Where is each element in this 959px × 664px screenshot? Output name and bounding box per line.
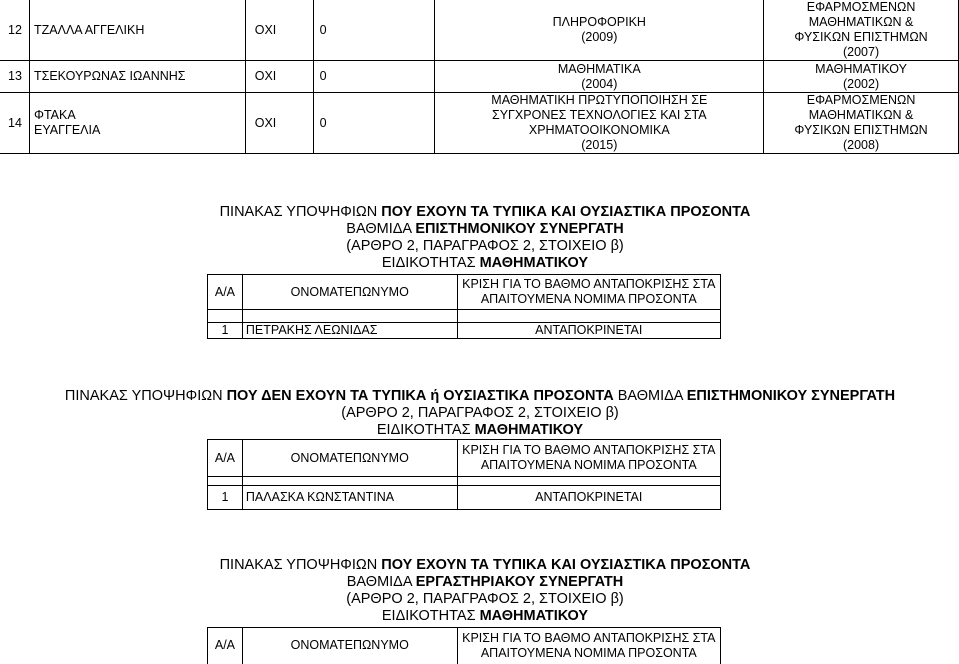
row-number: 1: [208, 323, 243, 339]
result-cell: ΑΝΤΑΠΟΚΡΙΝΕΤΑΙ: [457, 323, 720, 339]
section-heading: ΠΙΝΑΚΑΣ ΥΠΟΨΗΦΙΩΝ ΠΟΥ ΕΧΟΥΝ ΤΑ ΤΥΠΙΚΑ ΚΑΙ ΟΥΣΙΑΣΤΙΚΑ ΠΡΟΣΟΝΤΑ ΒΑΘΜΙΔΑ ΕΠΙΣΤΗΜΟΝΙΚΟΥ ΣΥΝΕΡΓΑΤΗ (ΑΡΘΡΟ 2, ΠΑΡΑΓΡΑΦΟΣ 2, ΣΤΟΙΧΕΙΟ β) ΕΙΔΙΚΟΤΗΤΑΣ ΜΑΘΗΜΑΤΙΚΟΥ: [219, 204, 751, 271]
candidate-name: ΤΣΕΚΟΥΡΩΝΑΣ ΙΩΑΝΝΗΣ: [29, 61, 245, 93]
spacer-cell: [457, 477, 720, 486]
qualified-candidates-table: [207, 274, 721, 339]
row-number: 12: [0, 0, 29, 61]
count-cell: 0: [313, 0, 435, 61]
answer-cell: ΟΧΙ: [245, 0, 313, 61]
first-degree: ΜΑΘΗΜΑΤΙΚΗ ΠΡΩΤΥΠΟΠΟΙΗΣΗ ΣΕ ΣΥΓΧΡΟΝΕΣ ΤΕΧΝΟΛΟΓΙΕΣ ΚΑΙ ΣΤΑ ΧΡΗΜΑΤΟΟΙΚΟΝΟΜΙΚΑ (2015): [435, 93, 764, 154]
unqualified-candidates-table: [207, 439, 721, 510]
count-cell: 0: [313, 93, 435, 154]
first-degree: ΠΛΗΡΟΦΟΡΙΚΗ (2009): [435, 0, 764, 61]
header-name: ΟΝΟΜΑΤΕΠΩΝΥΜΟ: [242, 628, 457, 664]
candidates-table: [0, 0, 959, 154]
section-heading: ΠΙΝΑΚΑΣ ΥΠΟΨΗΦΙΩΝ ΠΟΥ ΕΧΟΥΝ ΤΑ ΤΥΠΙΚΑ ΚΑΙ ΟΥΣΙΑΣΤΙΚΑ ΠΡΟΣΟΝΤΑ ΒΑΘΜΙΔΑ ΕΡΓΑΣΤΗΡΙΑΚΟΥ ΣΥΝΕΡΓΑΤΗ (ΑΡΘΡΟ 2, ΠΑΡΑΓΡΑΦΟΣ 2, ΣΤΟΙΧΕΙΟ β) ΕΙΔΙΚΟΤΗΤΑΣ ΜΑΘΗΜΑΤΙΚΟΥ: [219, 557, 751, 624]
row-number: 13: [0, 61, 29, 93]
second-degree: ΕΦΑΡΜΟΣΜΕΝΩΝ ΜΑΘΗΜΑΤΙΚΩΝ & ΦΥΣΙΚΩΝ ΕΠΙΣΤΗΜΩΝ (2007): [764, 0, 959, 61]
result-cell: ΑΝΤΑΠΟΚΡΙΝΕΤΑΙ: [457, 486, 720, 510]
table-row: [0, 93, 959, 154]
spacer-cell: [242, 477, 457, 486]
header-number: Α/Α: [208, 440, 243, 477]
table-row: [208, 323, 721, 339]
count-cell: 0: [313, 61, 435, 93]
row-number: 1: [208, 486, 243, 510]
candidate-name: ΠΑΛΑΣΚΑ ΚΩΝΣΤΑΝΤΙΝΑ: [242, 486, 457, 510]
table-header-row: [208, 275, 721, 310]
table-header-row: [208, 440, 721, 477]
second-degree: ΕΦΑΡΜΟΣΜΕΝΩΝ ΜΑΘΗΜΑΤΙΚΩΝ & ΦΥΣΙΚΩΝ ΕΠΙΣΤΗΜΩΝ (2008): [764, 93, 959, 154]
second-degree: ΜΑΘΗΜΑΤΙΚΟΥ (2002): [764, 61, 959, 93]
header-number: Α/Α: [208, 275, 243, 310]
header-name: ΟΝΟΜΑΤΕΠΩΝΥΜΟ: [242, 440, 457, 477]
answer-cell: ΟΧΙ: [245, 61, 313, 93]
header-criteria: ΚΡΙΣΗ ΓΙΑ ΤΟ ΒΑΘΜΟ ΑΝΤΑΠΟΚΡΙΣΗΣ ΣΤΑ ΑΠΑΙΤΟΥΜΕΝΑ ΝΟΜΙΜΑ ΠΡΟΣΟΝΤΑ: [457, 628, 720, 664]
candidate-name: ΠΕΤΡΑΚΗΣ ΛΕΩΝΙΔΑΣ: [242, 323, 457, 339]
spacer-cell: [457, 310, 720, 323]
table-header-row: [208, 628, 721, 664]
lab-candidates-table: [207, 627, 721, 664]
table-row: [0, 61, 959, 93]
header-criteria: ΚΡΙΣΗ ΓΙΑ ΤΟ ΒΑΘΜΟ ΑΝΤΑΠΟΚΡΙΣΗΣ ΣΤΑ ΑΠΑΙΤΟΥΜΕΝΑ ΝΟΜΙΜΑ ΠΡΟΣΟΝΤΑ: [457, 440, 720, 477]
table-row: [208, 486, 721, 510]
row-number: 14: [0, 93, 29, 154]
first-degree: ΜΑΘΗΜΑΤΙΚΑ (2004): [435, 61, 764, 93]
header-criteria: ΚΡΙΣΗ ΓΙΑ ΤΟ ΒΑΘΜΟ ΑΝΤΑΠΟΚΡΙΣΗΣ ΣΤΑ ΑΠΑΙΤΟΥΜΕΝΑ ΝΟΜΙΜΑ ΠΡΟΣΟΝΤΑ: [457, 275, 720, 310]
spacer-cell: [208, 477, 243, 486]
candidate-name: ΦΤΑΚΑ ΕΥΑΓΓΕΛΙΑ: [29, 93, 245, 154]
header-name: ΟΝΟΜΑΤΕΠΩΝΥΜΟ: [242, 275, 457, 310]
table-row: [0, 0, 959, 61]
spacer-cell: [242, 310, 457, 323]
candidate-name: ΤΖΑΛΛΑ ΑΓΓΕΛΙΚΗ: [29, 0, 245, 61]
header-number: Α/Α: [208, 628, 243, 664]
spacer-cell: [208, 310, 243, 323]
section-heading: ΠΙΝΑΚΑΣ ΥΠΟΨΗΦΙΩΝ ΠΟΥ ΔΕΝ ΕΧΟΥΝ ΤΑ ΤΥΠΙΚΑ ή ΟΥΣΙΑΣΤΙΚΑ ΠΡΟΣΟΝΤΑ ΒΑΘΜΙΔΑ ΕΠΙΣΤΗΜΟΝΙΚΟΥ ΣΥΝΕΡΓΑΤΗ (ΑΡΘΡΟ 2, ΠΑΡΑΓΡΑΦΟΣ 2, ΣΤΟΙΧΕΙΟ β) ΕΙΔΙΚΟΤΗΤΑΣ ΜΑΘΗΜΑΤΙΚΟΥ: [64, 388, 896, 438]
answer-cell: ΟΧΙ: [245, 93, 313, 154]
